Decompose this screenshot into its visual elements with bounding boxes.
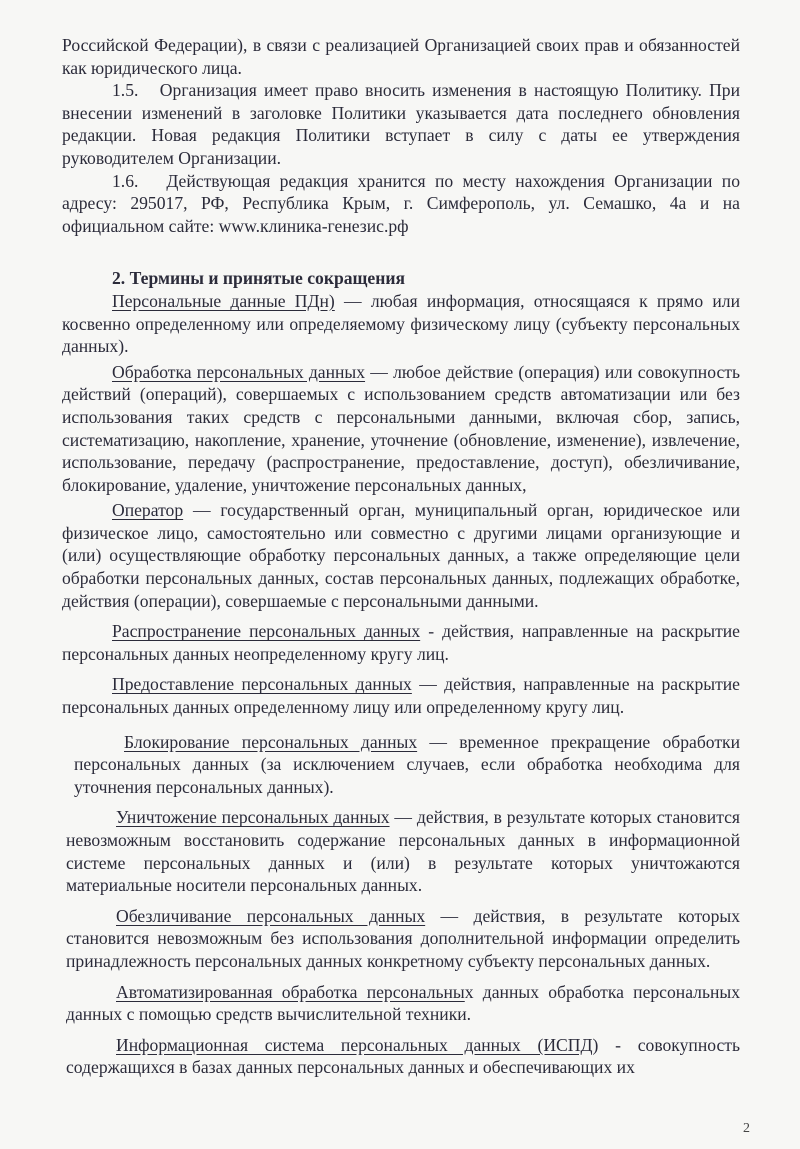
term-paragraph [62, 673, 740, 718]
term-paragraph [62, 905, 740, 973]
term-label: Предоставление персональных данных [112, 674, 412, 695]
term-paragraph [62, 620, 740, 665]
paragraph-continuation: Российской Федерации), в связи с реализацией Организацией своих прав и обязанностей как юридического лица. [62, 35, 740, 78]
term-definition: х данных обработка персональных данных с помощью средств вычислительной техники. [66, 981, 741, 1025]
term-paragraph [62, 806, 740, 896]
term-definition: — любая информация, относящаяся к прямо или косвенно определенному или определяемому физическому лицу (субъекту персональных данных). [62, 290, 740, 357]
paragraph-1-5: 1.5. Организация имеет право вносить изменения в настоящую Политику. При внесении изменений в заголовке Политики указывается дата последнего обновления редакции. Новая редакция Политики вступает в силу с даты ее утверждения руководителем Организации. [62, 80, 740, 168]
term-label: Уничтожение персональных данных [116, 807, 390, 828]
term-definition: ) - совокупность содержащихся в базах данных персональных данных и обеспечивающих их [66, 1034, 740, 1078]
term-paragraph [62, 981, 740, 1026]
term-label: Блокирование персональных данных [124, 731, 418, 752]
term-definition: - действия, направленные на раскрытие персональных данных неопределенному кругу лиц. [62, 621, 740, 664]
term-label: Обработка персональных данных [112, 361, 366, 382]
section-heading: 2. Термины и принятые сокращения [112, 268, 405, 289]
page-number: 2 [743, 1121, 750, 1136]
term-label: Информационная система персональных данных (ИСПД [116, 1034, 593, 1055]
term-definition: — временное прекращение обработки персональных данных (за исключением случаев, если обработка необходима для уточнения персональных данных). [74, 731, 740, 797]
term-paragraph [62, 731, 740, 799]
term-label: Обезличивание персональных данных [116, 905, 426, 926]
term-label: Распространение персональных данных [112, 621, 421, 642]
document-body [62, 34, 740, 1079]
term-label: Оператор [112, 500, 184, 521]
term-paragraph [62, 499, 740, 612]
term-label: Автоматизированная обработка персональны [116, 981, 465, 1002]
term-label: Персональные данные ПДн) [112, 290, 335, 311]
term-definition: — действия, в результате которых становится невозможным без использования дополнительной информации определить принадлежность персональных данных конкретному субъекту персональных данных. [66, 905, 740, 971]
term-paragraph [62, 1034, 740, 1079]
term-definition: — государственный орган, муниципальный орган, юридическое или физическое лицо, самостоятельно или совместно с другими лицами организующие и (или) осуществляющие обработку персональных данных, а также определяющие цели обработки персональных данных, состав персональных данных, подлежащих обработке, действия (операции), совершаемые с персональными данными. [62, 500, 740, 611]
term-definition: — действия, направленные на раскрытие персональных данных определенному лицу или определенному кругу лиц. [62, 674, 740, 718]
term-paragraph [62, 290, 740, 358]
term-paragraph [62, 361, 740, 497]
term-definition: — действия, в результате которых становится невозможным восстановить содержание персональных данных в информационной системе персональных данных и (или) в результате которых уничтожаются материальные носители персональных данных. [66, 807, 741, 896]
paragraph-1-6: 1.6. Действующая редакция хранится по месту нахождения Организации по адресу: 295017, РФ, Республика Крым, г. Симферополь, ул. Семашко, 4а и на официальном сайте: www.клиника-генезис.рф [62, 170, 740, 236]
term-definition: — любое действие (операция) или совокупность действий (операций), совершаемых с использованием средств автоматизации или без использования таких средств с персональными данными, включая сбор, запись, систематизацию, накопление, хранение, уточнение (обновление, изменение), извлечение, использование, передачу (распространение, предоставление, доступ), обезличивание, блокирование, удаление, уничтожение персональных данных, [62, 361, 740, 495]
